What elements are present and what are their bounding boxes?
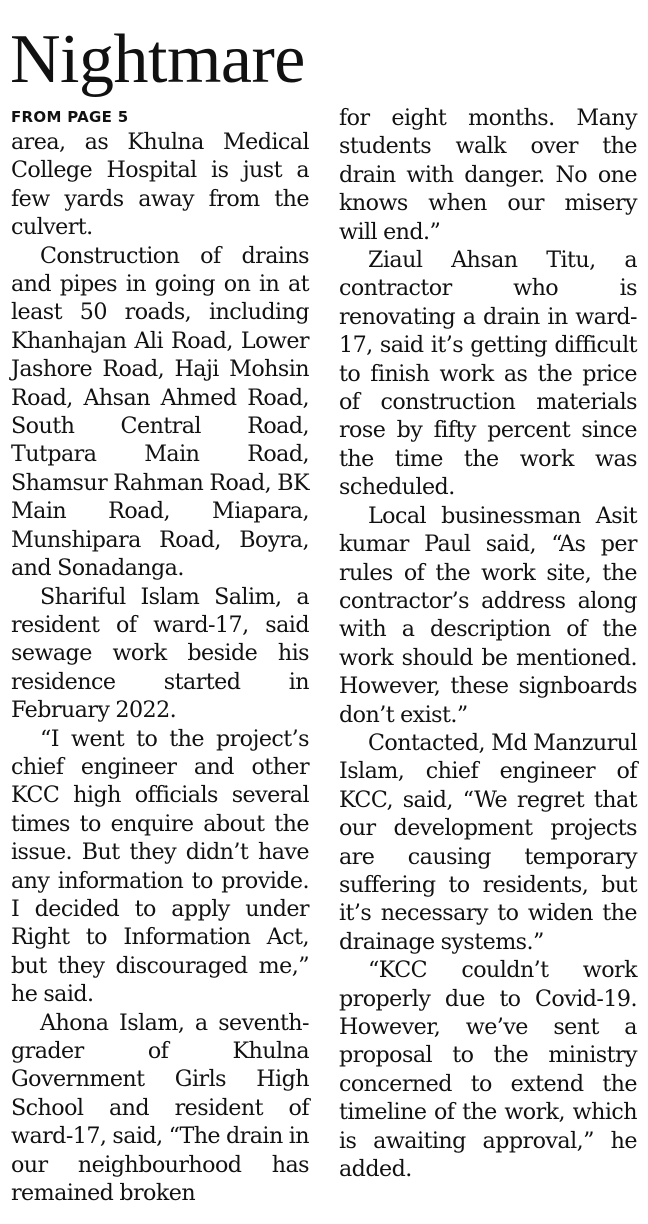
left-column (11, 106, 309, 1207)
continuation-label: FROM PAGE 5 (11, 108, 129, 126)
body-paragraph: Contacted, Md Manzurul Islam, chief engineer of KCC, said, “We regret that our development projects are causing temporary suffering to residents, but it’s necessary to widen the drainage systems.” (339, 729, 637, 955)
body-paragraph: Local businessman Asit kumar Paul said, “As per rules of the work site, the contractor’s address along with a description of the work should be mentioned. However, these signboards don’t exist.” (339, 502, 637, 728)
body-paragraph: area, as Khulna Medical College Hospital is just a few yards away from the culvert. (11, 129, 309, 241)
body-paragraph: for eight months. Many students walk over the drain with danger. No one knows when our misery will end.” (339, 105, 637, 245)
body-paragraph: Shariful Islam Salim, a resident of ward-17, said sewage work beside his residence started in February 2022. (11, 583, 309, 724)
body-paragraph: “KCC couldn’t work properly due to Covid-19. However, we’ve sent a proposal to the ministry concerned to extend the timeline of the work, which is awaiting approval,” he added. (339, 957, 637, 1183)
body-paragraph: Construction of drains and pipes in going on in at least 50 roads, including Khanhajan Ali Road, Lower Jashore Road, Haji Mohsin Road, Ahsan Ahmed Road, South Central Road, Tutpara Main Road, Shamsur Rahman Road, BK Main Road, Miapara, Munshipara Road, Boyra, and Sonadanga. (11, 242, 309, 582)
body-paragraph: Ahona Islam, a seventh-grader of Khulna Government Girls High School and resident of ward-17, said, “The drain in our neighbourhood has remained broken (11, 1009, 309, 1207)
headline: Nightmare (10, 21, 305, 98)
right-column (339, 104, 637, 1183)
body-paragraph: “I went to the project’s chief engineer and other KCC high officials several times to enquire about the issue. But they didn’t have any information to provide. I decided to apply under Right to Information Act, but they discouraged me,” he said. (11, 725, 309, 1008)
body-paragraph: Ziaul Ahsan Titu, a contractor who is renovating a drain in ward-17, said it’s getting difficult to finish work as the price of construction materials rose by fifty percent since the time the work was scheduled. (339, 247, 637, 501)
